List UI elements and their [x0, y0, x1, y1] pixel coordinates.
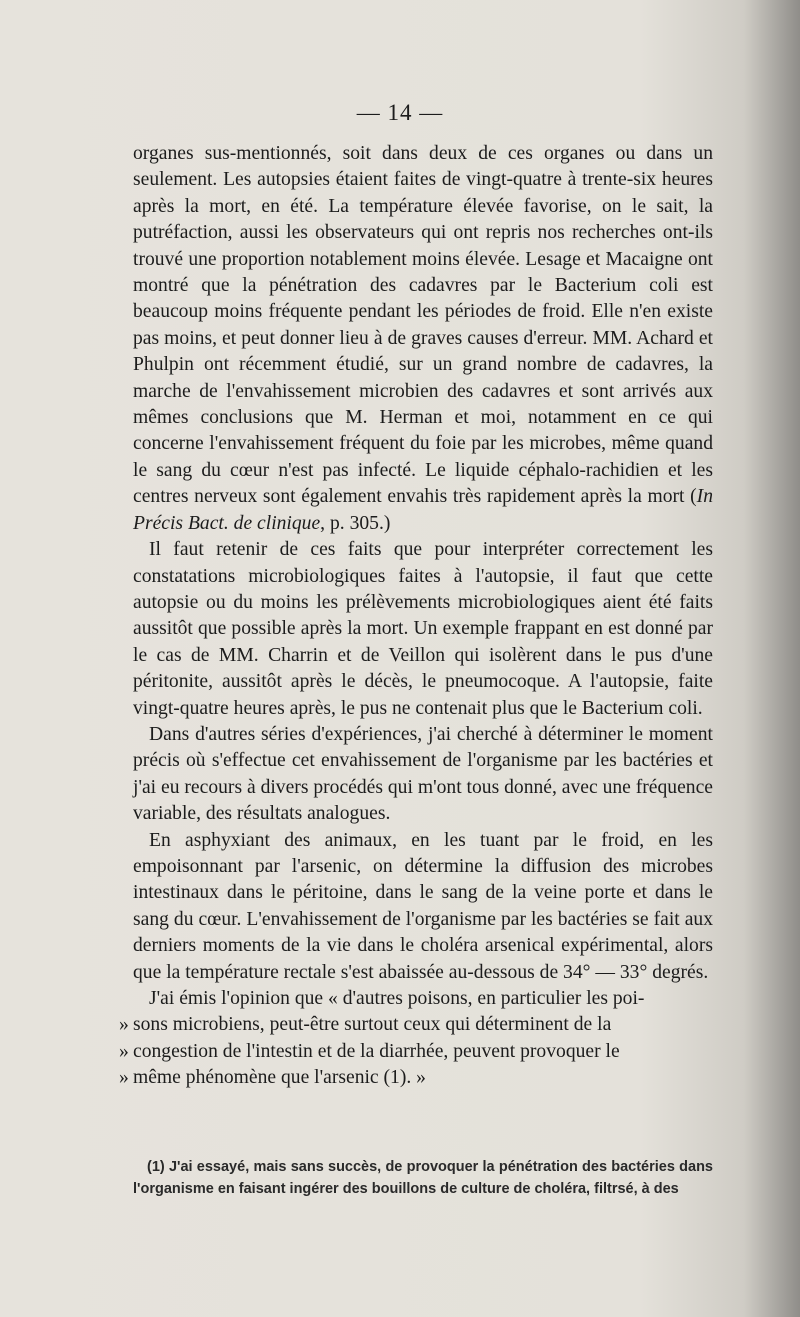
quote-mark: » [119, 1040, 129, 1062]
quote-line-3 [119, 1039, 713, 1065]
quote-line-1: J'ai émis l'opinion que « d'autres poisons, en particulier les poi- [149, 988, 645, 1009]
quote-line-3-text: congestion de l'intestin et de la diarrhée, peuvent provoquer le [133, 1040, 620, 1062]
citation-tail: , p. 305.) [320, 512, 391, 534]
quote-line-4-text: même phénomène que l'arsenic (1). » [133, 1067, 426, 1089]
quote-mark: » [119, 1014, 129, 1036]
quote-line-2-text: sons microbiens, peut-être surtout ceux qui déterminent de la [133, 1014, 612, 1036]
paragraph-4: En asphyxiant des animaux, en les tuant par le froid, en les empoisonnant par l'arsenic, on détermine la diffusion des microbes intestinaux dans le péritoine, dans le sang de la veine porte et dans le sang du cœur. L'envahissement de l'organisme par les bactéries se fait aux derniers moments de la vie dans le choléra arsenical expérimental, alors que la température rectale s'est abaissée au-dessous de 34° — 33° degrés. [133, 829, 713, 983]
paragraph-3: Dans d'autres séries d'expériences, j'ai cherché à déterminer le moment précis où s'effectue cet envahissement de l'organisme par les bactéries et j'ai eu recours à divers procédés qui m'ont tous donné, avec une fréquence variable, des résultats analogues. [133, 723, 713, 825]
citation-title: In Précis Bact. de clinique [133, 486, 713, 534]
paragraph-1 [133, 141, 713, 537]
quote-line-4 [119, 1065, 713, 1091]
quote-mark: » [119, 1067, 129, 1089]
footnote-text: J'ai essayé, mais sans succès, de provoquer la pénétration des bactéries dans l'organisme en faisant ingérer des bouillons de culture de choléra, filtrsé, à des [133, 1159, 713, 1197]
quote-line-2 [119, 1012, 713, 1038]
quote-block [119, 986, 713, 1092]
paragraph-2: Il faut retenir de ces faits que pour interpréter correctement les constatations microbiologiques faites à l'autopsie, il faut que cette autopsie ou du moins les prélèvements microbiologiques aient été faits aussitôt que possible après la mort. Un exemple frappant en est donné par le cas de MM. Charrin et de Veillon qui isolèrent dans le pus d'une péritonite, aussitôt après le décès, le pneumocoque. A l'autopsie, faite vingt-quatre heures après, le pus ne contenait plus que le Bacterium coli. [133, 539, 713, 719]
page-number: — 14 — [356, 100, 444, 125]
paragraph-1-text: organes sus-mentionnés, soit dans deux de ces organes ou dans un seulement. Les autopsies étaient faites de vingt-quatre à trente-six heures après la mort, en été. La température élevée favorise, on le sait, la putréfaction, aussi les observateurs qui ont repris nos recherches ont-ils trouvé une proportion notablement moins élevée. Lesage et Macaigne ont montré que la pénétration des cadavres par le Bacterium coli est beaucoup moins fréquente pendant les périodes de froid. Elle n'en existe pas moins, et peut donner lieu à de graves causes d'erreur. MM. Achard et Phulpin ont récemment étudié, sur un grand nombre de cadavres, la marche de l'envahissement microbien des cadavres et sont arrivés aux mêmes conclusions que M. Herman et moi, notamment en ce qui concerne l'envahissement fréquent du foie par les microbes, même quand le sang du cœur n'est pas infecté. Le liquide céphalo-rachidien et les centres nerveux sont également envahis très rapidement après la mort ( [133, 143, 713, 508]
body-text [119, 141, 713, 1092]
footnote-marker: (1) [147, 1159, 165, 1175]
footnote [133, 1156, 713, 1200]
